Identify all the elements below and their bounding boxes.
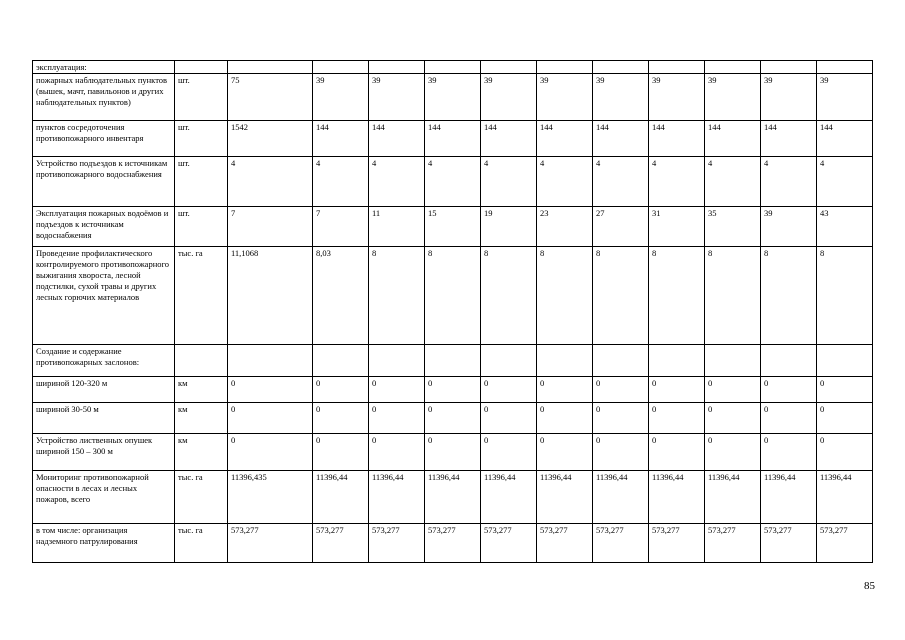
- row-unit: тыс. га: [175, 524, 228, 563]
- value-cell: 8: [369, 247, 425, 345]
- value-cell: 0: [481, 377, 537, 403]
- value-cell: [649, 61, 705, 74]
- row-name: пунктов сосредоточения противопожарного инвентаря: [33, 121, 175, 157]
- value-cell: 39: [761, 74, 817, 121]
- value-cell: 35: [705, 207, 761, 247]
- value-cell: 0: [537, 434, 593, 471]
- row-name: пожарных наблюдательных пунктов (вышек, мачт, павильонов и других наблюдательных пунктов): [33, 74, 175, 121]
- value-cell: 8: [425, 247, 481, 345]
- table-row: [33, 207, 873, 247]
- value-cell: 4: [313, 157, 369, 207]
- value-cell: 19: [481, 207, 537, 247]
- value-cell: 0: [228, 403, 313, 434]
- value-cell: [817, 345, 873, 377]
- row-name: шириной 120-320 м: [33, 377, 175, 403]
- value-cell: 39: [425, 74, 481, 121]
- value-cell: 0: [593, 377, 649, 403]
- value-cell: 144: [313, 121, 369, 157]
- row-name: Устройство подъездов к источникам противопожарного водоснабжения: [33, 157, 175, 207]
- row-name: Создание и содержание противопожарных заслонов:: [33, 345, 175, 377]
- value-cell: 0: [537, 377, 593, 403]
- value-cell: 8: [649, 247, 705, 345]
- value-cell: 8: [817, 247, 873, 345]
- value-cell: [761, 345, 817, 377]
- value-cell: 4: [705, 157, 761, 207]
- table-row: [33, 121, 873, 157]
- row-unit: км: [175, 377, 228, 403]
- value-cell: 0: [817, 377, 873, 403]
- value-cell: 0: [228, 377, 313, 403]
- value-cell: 144: [425, 121, 481, 157]
- value-cell: 0: [817, 434, 873, 471]
- value-cell: 0: [425, 434, 481, 471]
- value-cell: [537, 345, 593, 377]
- table-row: [33, 345, 873, 377]
- value-cell: 0: [369, 403, 425, 434]
- value-cell: 144: [817, 121, 873, 157]
- value-cell: 573,277: [425, 524, 481, 563]
- value-cell: [425, 345, 481, 377]
- value-cell: 39: [537, 74, 593, 121]
- value-cell: 0: [228, 434, 313, 471]
- value-cell: 1542: [228, 121, 313, 157]
- value-cell: 0: [817, 403, 873, 434]
- value-cell: 0: [425, 377, 481, 403]
- data-table: [32, 60, 873, 563]
- value-cell: 0: [705, 377, 761, 403]
- value-cell: 0: [593, 403, 649, 434]
- value-cell: [313, 345, 369, 377]
- value-cell: 573,277: [649, 524, 705, 563]
- value-cell: [537, 61, 593, 74]
- value-cell: 0: [313, 403, 369, 434]
- value-cell: [593, 61, 649, 74]
- value-cell: 39: [481, 74, 537, 121]
- row-name: Мониторинг противопожарной опасности в лесах и лесных пожаров, всего: [33, 471, 175, 524]
- value-cell: 39: [761, 207, 817, 247]
- value-cell: [705, 345, 761, 377]
- value-cell: 7: [228, 207, 313, 247]
- value-cell: 39: [593, 74, 649, 121]
- table-row: [33, 377, 873, 403]
- value-cell: 8: [705, 247, 761, 345]
- value-cell: 144: [761, 121, 817, 157]
- value-cell: 4: [481, 157, 537, 207]
- value-cell: 0: [761, 434, 817, 471]
- value-cell: 0: [313, 434, 369, 471]
- row-unit: тыс. га: [175, 471, 228, 524]
- row-name: шириной 30-50 м: [33, 403, 175, 434]
- table-row: [33, 74, 873, 121]
- value-cell: 11396,44: [593, 471, 649, 524]
- value-cell: 573,277: [228, 524, 313, 563]
- value-cell: 0: [761, 403, 817, 434]
- value-cell: 0: [481, 403, 537, 434]
- value-cell: 144: [593, 121, 649, 157]
- value-cell: [481, 345, 537, 377]
- value-cell: 4: [817, 157, 873, 207]
- value-cell: 27: [593, 207, 649, 247]
- page-number: 85: [864, 580, 875, 592]
- value-cell: 0: [369, 434, 425, 471]
- value-cell: [705, 61, 761, 74]
- row-unit: шт.: [175, 74, 228, 121]
- row-unit: шт.: [175, 157, 228, 207]
- value-cell: 23: [537, 207, 593, 247]
- value-cell: 11396,44: [761, 471, 817, 524]
- value-cell: 43: [817, 207, 873, 247]
- value-cell: 0: [649, 434, 705, 471]
- value-cell: 144: [649, 121, 705, 157]
- value-cell: 0: [761, 377, 817, 403]
- value-cell: 144: [481, 121, 537, 157]
- value-cell: 4: [228, 157, 313, 207]
- row-unit: [175, 61, 228, 74]
- value-cell: 39: [649, 74, 705, 121]
- value-cell: 11: [369, 207, 425, 247]
- value-cell: 4: [537, 157, 593, 207]
- value-cell: 144: [537, 121, 593, 157]
- row-unit: шт.: [175, 207, 228, 247]
- value-cell: 573,277: [593, 524, 649, 563]
- value-cell: 7: [313, 207, 369, 247]
- value-cell: [593, 345, 649, 377]
- value-cell: [761, 61, 817, 74]
- value-cell: 8,03: [313, 247, 369, 345]
- value-cell: 8: [537, 247, 593, 345]
- value-cell: 11396,44: [313, 471, 369, 524]
- value-cell: [481, 61, 537, 74]
- table-row: [33, 247, 873, 345]
- value-cell: [369, 345, 425, 377]
- value-cell: 8: [593, 247, 649, 345]
- value-cell: 11396,44: [649, 471, 705, 524]
- value-cell: 0: [649, 403, 705, 434]
- row-unit: шт.: [175, 121, 228, 157]
- row-unit: [175, 345, 228, 377]
- value-cell: 0: [705, 403, 761, 434]
- value-cell: 4: [425, 157, 481, 207]
- table-row: [33, 157, 873, 207]
- value-cell: 0: [593, 434, 649, 471]
- value-cell: 15: [425, 207, 481, 247]
- value-cell: 4: [649, 157, 705, 207]
- value-cell: 8: [761, 247, 817, 345]
- value-cell: [228, 345, 313, 377]
- table-body: [33, 61, 873, 563]
- value-cell: 573,277: [537, 524, 593, 563]
- row-name: Устройство лиственных опушек шириной 150 – 300 м: [33, 434, 175, 471]
- table-row: [33, 524, 873, 563]
- value-cell: 11396,44: [705, 471, 761, 524]
- value-cell: 11396,44: [425, 471, 481, 524]
- value-cell: 0: [537, 403, 593, 434]
- value-cell: 11396,44: [369, 471, 425, 524]
- value-cell: 0: [481, 434, 537, 471]
- row-name: Эксплуатация пожарных водоёмов и подъездов к источникам водоснабжения: [33, 207, 175, 247]
- value-cell: 75: [228, 74, 313, 121]
- value-cell: 11396,435: [228, 471, 313, 524]
- value-cell: 0: [369, 377, 425, 403]
- value-cell: 573,277: [481, 524, 537, 563]
- value-cell: 39: [369, 74, 425, 121]
- value-cell: 31: [649, 207, 705, 247]
- table-row: [33, 434, 873, 471]
- value-cell: 573,277: [313, 524, 369, 563]
- table-row: [33, 403, 873, 434]
- value-cell: [369, 61, 425, 74]
- value-cell: [649, 345, 705, 377]
- value-cell: [228, 61, 313, 74]
- value-cell: 11396,44: [537, 471, 593, 524]
- row-unit: км: [175, 434, 228, 471]
- value-cell: 0: [649, 377, 705, 403]
- value-cell: 4: [593, 157, 649, 207]
- row-name: Проведение профилактического контролируемого противопожарного выжигания хвороста, лесной подстилки, сухой травы и других лесных горючих материалов: [33, 247, 175, 345]
- value-cell: 11396,44: [817, 471, 873, 524]
- value-cell: 4: [761, 157, 817, 207]
- value-cell: 0: [425, 403, 481, 434]
- table-row: [33, 471, 873, 524]
- value-cell: 573,277: [705, 524, 761, 563]
- value-cell: 39: [313, 74, 369, 121]
- row-unit: км: [175, 403, 228, 434]
- value-cell: 144: [705, 121, 761, 157]
- value-cell: [817, 61, 873, 74]
- value-cell: [313, 61, 369, 74]
- value-cell: 573,277: [761, 524, 817, 563]
- value-cell: 573,277: [369, 524, 425, 563]
- row-name: эксплуатация:: [33, 61, 175, 74]
- row-unit: тыс. га: [175, 247, 228, 345]
- value-cell: 8: [481, 247, 537, 345]
- value-cell: [425, 61, 481, 74]
- row-name: в том числе: организация надземного патрулирования: [33, 524, 175, 563]
- value-cell: 4: [369, 157, 425, 207]
- value-cell: 39: [817, 74, 873, 121]
- value-cell: 144: [369, 121, 425, 157]
- value-cell: 0: [313, 377, 369, 403]
- value-cell: 39: [705, 74, 761, 121]
- value-cell: 11,1068: [228, 247, 313, 345]
- table-row: [33, 61, 873, 74]
- value-cell: 573,277: [817, 524, 873, 563]
- value-cell: 0: [705, 434, 761, 471]
- value-cell: 11396,44: [481, 471, 537, 524]
